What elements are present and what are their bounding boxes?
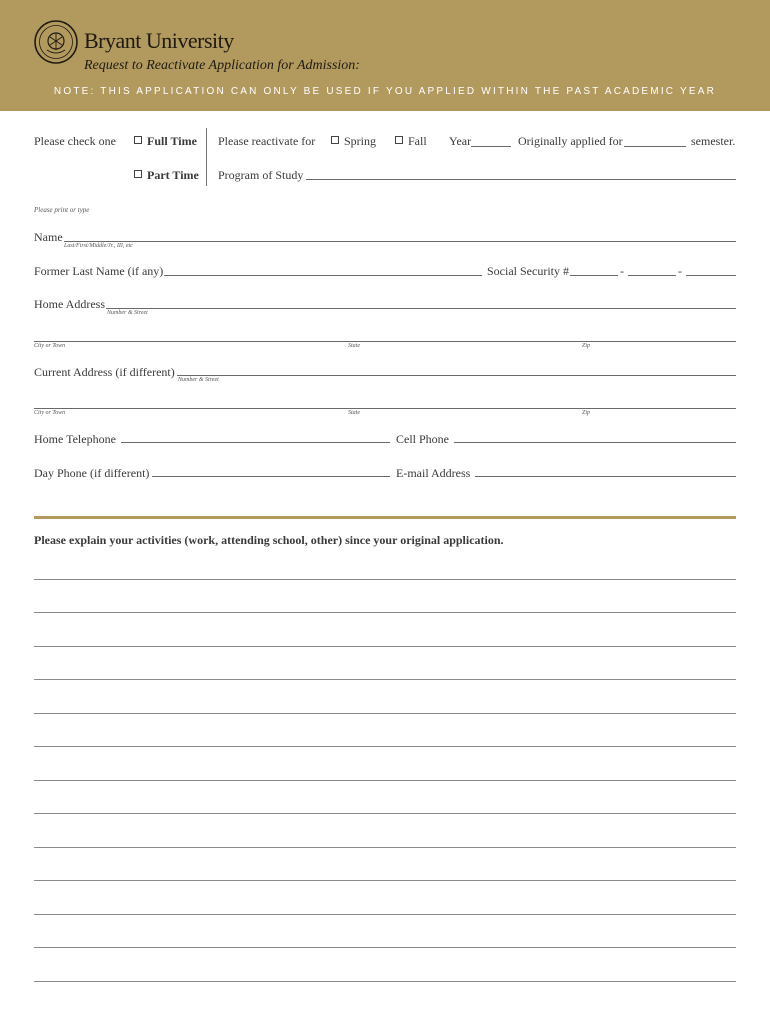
name-hint: Last/First/Middle/Jr., III, etc (64, 243, 133, 249)
explanation-line[interactable] (34, 813, 736, 814)
vertical-divider (206, 128, 207, 186)
current-address-label: Current Address (if different) (34, 365, 175, 379)
part-time-checkbox[interactable] (134, 170, 142, 178)
ssn-dash-2: - (678, 264, 682, 278)
year-label: Year (449, 134, 472, 148)
home-telephone-label: Home Telephone (34, 432, 116, 446)
fall-checkbox[interactable] (395, 136, 403, 144)
fall-label: Fall (408, 134, 427, 148)
name-label: Name (34, 230, 63, 244)
name-field[interactable] (64, 241, 736, 242)
explanation-line[interactable] (34, 746, 736, 747)
explanation-line[interactable] (34, 579, 736, 580)
current-city-hint: City or Town (34, 410, 66, 416)
explanation-line[interactable] (34, 780, 736, 781)
explanation-line[interactable] (34, 646, 736, 647)
explanation-line[interactable] (34, 981, 736, 982)
current-street-hint: Number & Street (178, 377, 219, 383)
reactivate-label: Please reactivate for (218, 134, 316, 148)
email-field[interactable] (475, 476, 736, 477)
program-of-study-label: Program of Study (218, 168, 304, 182)
check-one-label: Please check one (34, 134, 116, 148)
home-street-field[interactable] (106, 308, 736, 309)
former-last-name-field[interactable] (164, 275, 482, 276)
explanation-line[interactable] (34, 914, 736, 915)
current-zip-hint: Zip (582, 410, 591, 416)
original-semester-field[interactable] (624, 146, 686, 147)
header-band (0, 0, 770, 111)
explanation-line[interactable] (34, 713, 736, 714)
ssn-part-3-field[interactable] (686, 275, 736, 276)
originally-applied-label: Originally applied for (518, 134, 623, 148)
university-name: Bryant University (84, 28, 234, 53)
year-field[interactable] (471, 146, 511, 147)
home-zip-hint: Zip (582, 343, 591, 349)
explanation-line[interactable] (34, 880, 736, 881)
eligibility-note: NOTE: THIS APPLICATION CAN ONLY BE USED IF YOU APPLIED WITHIN THE PAST ACADEMIC YEAR (53, 86, 717, 97)
full-time-label: Full Time (147, 134, 197, 148)
day-phone-field[interactable] (152, 476, 390, 477)
print-note: Please print or type (34, 206, 90, 214)
semester-label: semester. (691, 134, 736, 148)
home-state-hint: State (348, 343, 360, 349)
spring-label: Spring (344, 134, 377, 148)
explanation-line[interactable] (34, 612, 736, 613)
part-time-label: Part Time (147, 168, 199, 182)
form-subtitle: Request to Reactivate Application for Admission: (84, 58, 360, 73)
day-phone-label: Day Phone (if different) (34, 466, 150, 480)
cell-phone-label: Cell Phone (396, 432, 449, 446)
ssn-dash-1: - (620, 264, 624, 278)
explanation-line[interactable] (34, 947, 736, 948)
explanation-line[interactable] (34, 679, 736, 680)
home-telephone-field[interactable] (121, 442, 390, 443)
home-city-state-zip-field[interactable] (34, 341, 736, 342)
section-divider (34, 516, 736, 519)
home-street-hint: Number & Street (107, 310, 148, 316)
current-street-field[interactable] (177, 375, 736, 376)
home-city-hint: City or Town (34, 343, 66, 349)
cell-phone-field[interactable] (454, 442, 736, 443)
full-time-checkbox[interactable] (134, 136, 142, 144)
email-label: E-mail Address (396, 466, 471, 480)
explanation-line[interactable] (34, 847, 736, 848)
current-city-state-zip-field[interactable] (34, 408, 736, 409)
current-state-hint: State (348, 410, 360, 416)
university-seal-icon (34, 20, 78, 64)
spring-checkbox[interactable] (331, 136, 339, 144)
explain-prompt: Please explain your activities (work, attending school, other) since your original application. (34, 533, 504, 547)
ssn-part-1-field[interactable] (570, 275, 618, 276)
home-address-label: Home Address (34, 297, 105, 311)
program-of-study-field[interactable] (306, 179, 736, 180)
ssn-label: Social Security # (487, 264, 569, 278)
ssn-part-2-field[interactable] (628, 275, 676, 276)
former-last-name-label: Former Last Name (if any) (34, 264, 164, 278)
